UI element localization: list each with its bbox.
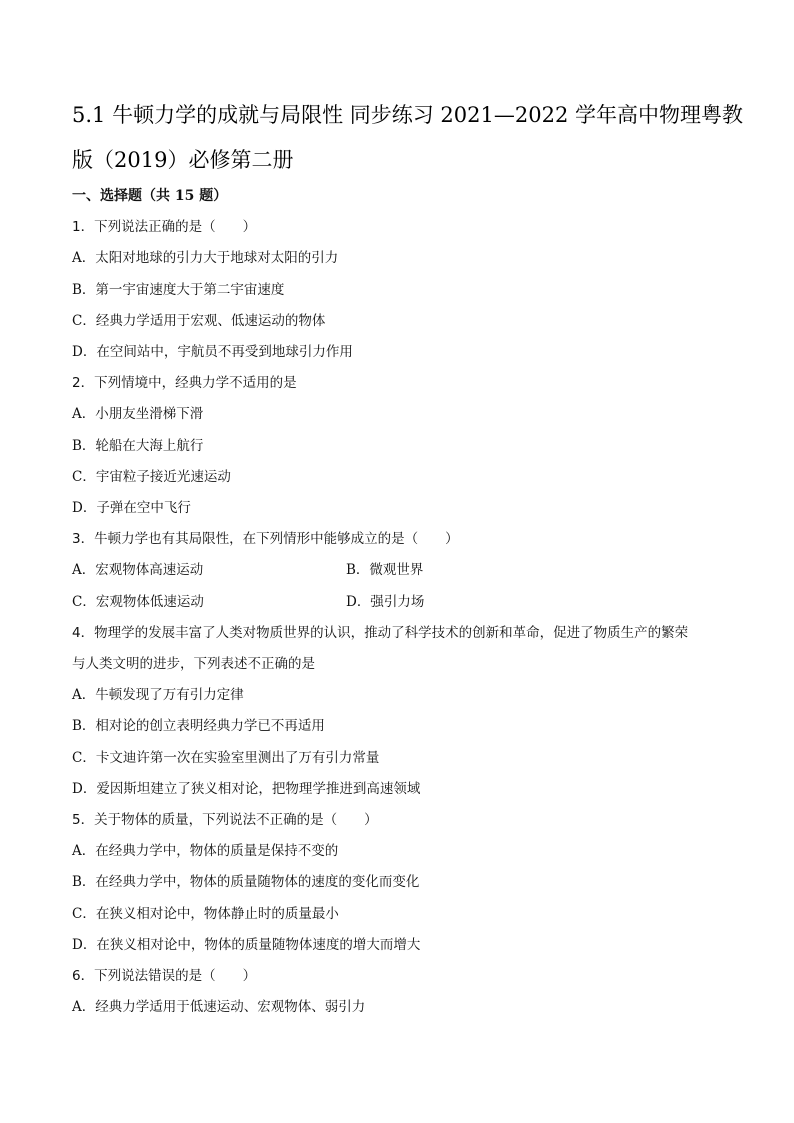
question-3-option-b: B．微观世界 [346,562,424,578]
question-1-option-b: B．第一宇宙速度大于第二宇宙速度 [72,282,285,298]
question-5-option-a: A．在经典力学中，物体的质量是保持不变的 [72,843,339,859]
question-4-option-a: A．牛顿发现了万有引力定律 [72,687,244,703]
question-4-option-b: B．相对论的创立表明经典力学已不再适用 [72,718,325,734]
question-2-option-b: B．轮船在大海上航行 [72,438,204,454]
question-1-stem: 1．下列说法正确的是（ ） [72,219,257,235]
question-5-option-b: B．在经典力学中，物体的质量随物体的速度的变化而变化 [72,874,420,890]
question-5-stem: 5．关于物体的质量，下列说法不正确的是（ ） [72,812,378,828]
section-heading: 一、选择题（共 15 题） [72,188,228,204]
question-1-option-c: C．经典力学适用于宏观、低速运动的物体 [72,313,326,329]
question-1-option-a: A．太阳对地球的引力大于地球对太阳的引力 [72,250,339,266]
question-3-option-d: D．强引力场 [346,594,425,610]
question-6-option-a: A．经典力学适用于低速运动、宏观物体、弱引力 [72,999,366,1015]
question-4-stem-line-2: 与人类文明的进步，下列表述不正确的是 [72,656,315,672]
question-3-option-a: A．宏观物体高速运动 [72,562,204,578]
question-2-option-d: D．子弹在空中飞行 [72,500,191,516]
document-title-line-1: 5.1 牛顿力学的成就与局限性 同步练习 2021—2022 学年高中物理粤教 [72,103,743,127]
question-2-option-c: C．宇宙粒子接近光速运动 [72,469,231,485]
question-4-option-d: D．爱因斯坦建立了狭义相对论，把物理学推进到高速领域 [72,781,421,797]
question-3-option-c: C．宏观物体低速运动 [72,594,204,610]
question-5-option-d: D．在狭义相对论中，物体的质量随物体速度的增大而增大 [72,937,421,953]
question-5-option-c: C．在狭义相对论中，物体静止时的质量最小 [72,906,339,922]
question-1-option-d: D．在空间站中，宇航员不再受到地球引力作用 [72,344,353,360]
document-title-line-2: 版（2019）必修第二册 [72,148,294,172]
question-3-stem: 3．牛顿力学也有其局限性，在下列情形中能够成立的是（ ） [72,531,459,547]
question-4-option-c: C．卡文迪许第一次在实验室里测出了万有引力常量 [72,750,380,766]
question-4-stem-line-1: 4．物理学的发展丰富了人类对物质世界的认识，推动了科学技术的创新和革命，促进了物质生产的繁荣 [72,625,689,641]
question-2-option-a: A．小朋友坐滑梯下滑 [72,406,204,422]
question-6-stem: 6．下列说法错误的是（ ） [72,968,257,984]
question-2-stem: 2．下列情境中，经典力学不适用的是 [72,375,297,391]
